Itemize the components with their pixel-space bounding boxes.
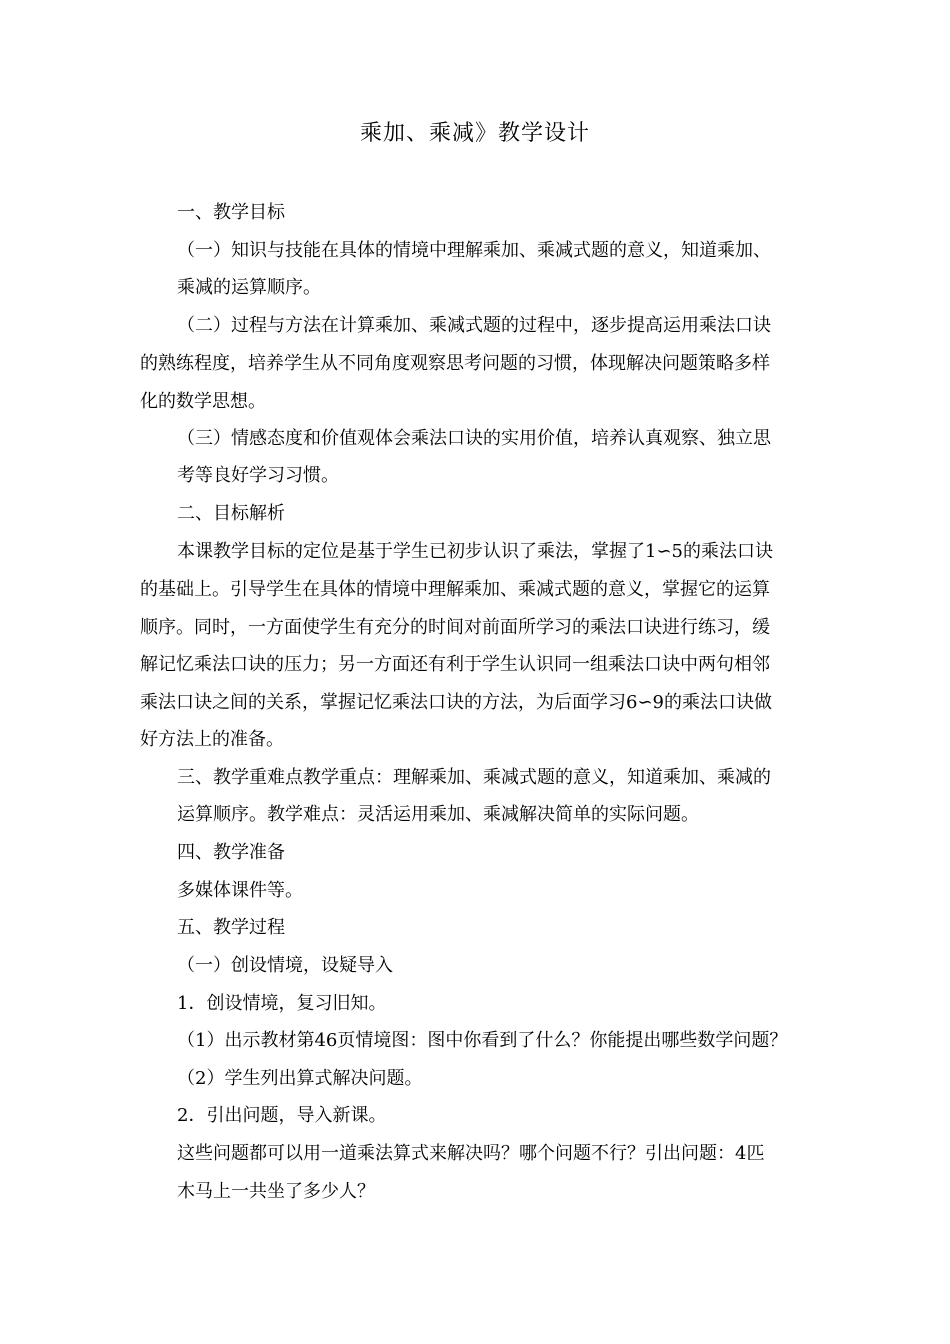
paragraph-line: 本课教学目标的定位是基于学生已初步认识了乘法，掌握了1∽5的乘法口诀 xyxy=(177,541,773,562)
paragraph-line: 多媒体课件等。 xyxy=(177,880,303,901)
paragraph-line: 解记忆乘法口诀的压力；另一方面还有利于学生认识同一组乘法口诀中两句相邻 xyxy=(140,654,770,675)
paragraph-line: 考等良好学习习惯。 xyxy=(177,465,339,486)
paragraph-line: （一）知识与技能在具体的情境中理解乘加、乘减式题的意义，知道乘加、 xyxy=(177,240,771,261)
paragraph-line: （2）学生列出算式解决问题。 xyxy=(177,1068,423,1089)
paragraph-line: 化的数学思想。 xyxy=(140,391,266,412)
paragraph-line: 的熟练程度，培养学生从不同角度观察思考问题的习惯，体现解决问题策略多样 xyxy=(140,353,770,374)
document-title: 乘加、乘减》教学设计 xyxy=(359,121,590,146)
paragraph-line: 木马上一共坐了多少人？ xyxy=(177,1181,375,1202)
section-heading: 四、教学准备 xyxy=(177,842,285,863)
paragraph-line: 运算顺序。教学难点：灵活运用乘加、乘减解决简单的实际问题。 xyxy=(177,804,699,825)
paragraph-line: 这些问题都可以用一道乘法算式来解决吗？哪个问题不行？引出问题：4匹 xyxy=(177,1143,765,1164)
paragraph-line: （三）情感态度和价值观体会乘法口诀的实用价值，培养认真观察、独立思 xyxy=(177,428,771,449)
paragraph-line: 好方法上的准备。 xyxy=(140,729,284,750)
paragraph-line: 乘减的运算顺序。 xyxy=(177,277,321,298)
subsection-heading: （一）创设情境，设疑导入 xyxy=(177,955,393,976)
paragraph-line: 三、教学重难点教学重点：理解乘加、乘减式题的意义，知道乘加、乘减的 xyxy=(177,767,771,788)
paragraph-line: （二）过程与方法在计算乘加、乘减式题的过程中，逐步提高运用乘法口诀 xyxy=(177,315,771,336)
section-heading: 二、目标解析 xyxy=(177,503,285,524)
paragraph-line: 顺序。同时，一方面使学生有充分的时间对前面所学习的乘法口诀进行练习，缓 xyxy=(140,617,770,638)
paragraph-line: 1．创设情境，复习旧知。 xyxy=(177,993,387,1014)
paragraph-line: 乘法口诀之间的关系，掌握记忆乘法口诀的方法，为后面学习6∽9的乘法口诀做 xyxy=(140,692,772,713)
paragraph-line: 2．引出问题，导入新课。 xyxy=(177,1105,387,1126)
paragraph-line: （1）出示教材第46页情境图：图中你看到了什么？你能提出哪些数学问题？ xyxy=(177,1030,788,1051)
paragraph-line: 一、教学目标 xyxy=(177,202,285,223)
paragraph-line: 的基础上。引导学生在具体的情境中理解乘加、乘减式题的意义，掌握它的运算 xyxy=(140,579,770,600)
section-heading: 五、教学过程 xyxy=(177,917,285,938)
